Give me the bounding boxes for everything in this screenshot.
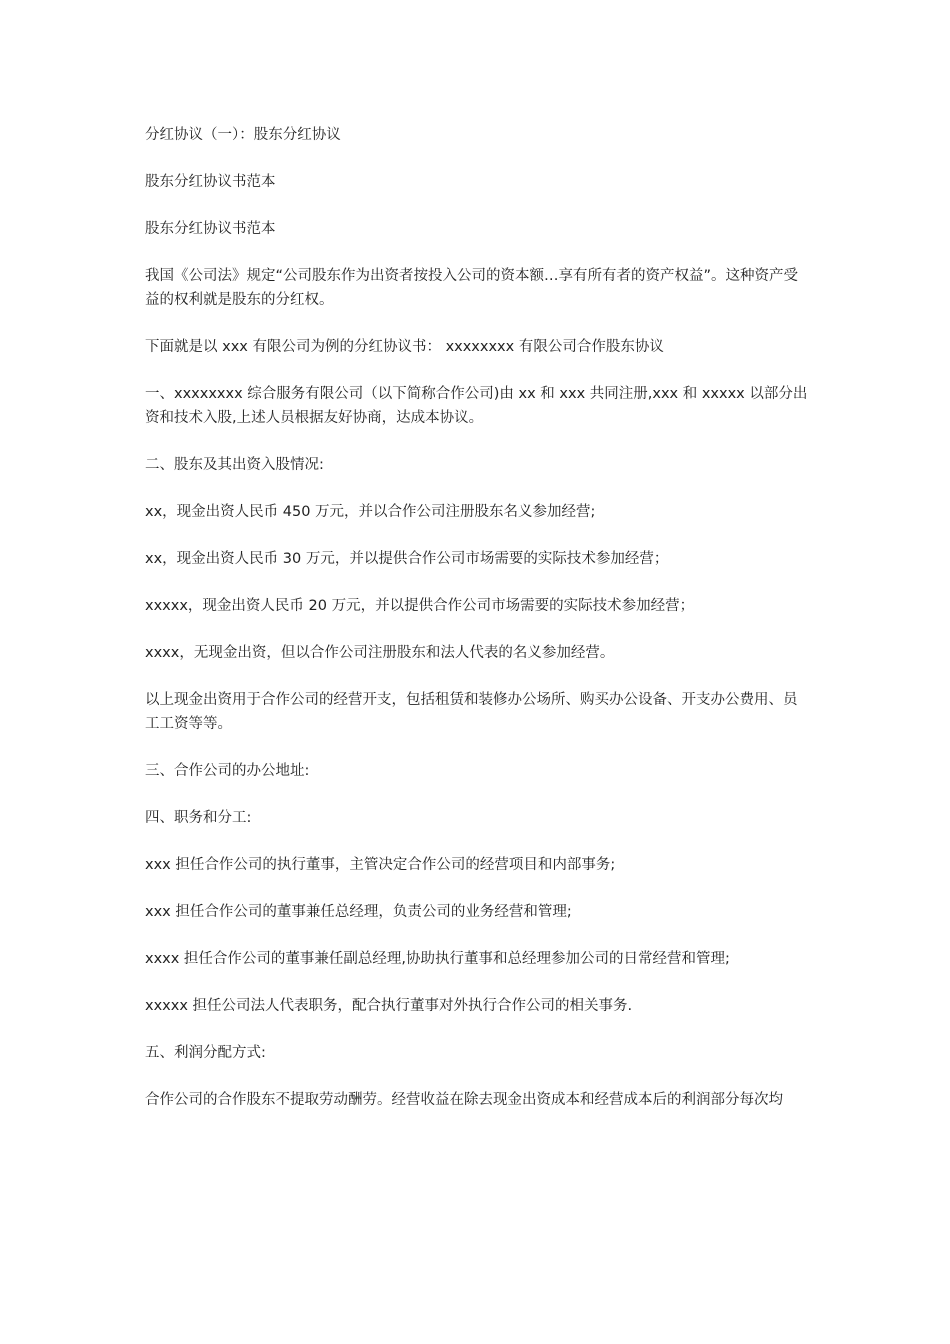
doc-paragraph: xxx 担任合作公司的董事兼任总经理，负责公司的业务经营和管理;: [145, 904, 572, 920]
doc-paragraph: xxxxx 担任公司法人代表职务，配合执行董事对外执行合作公司的相关事务.: [145, 998, 633, 1014]
section-heading: 四、职务和分工:: [145, 810, 252, 826]
doc-paragraph: 以上现金出资用于合作公司的经营开支，包括租赁和装修办公场所、购买办公设备、开支办公费用、员工工资等等。: [145, 692, 798, 732]
doc-subtitle: 股东分红协议书范本: [145, 221, 276, 237]
doc-paragraph: xx，现金出资人民币 30 万元，并以提供合作公司市场需要的实际技术参加经营；: [145, 551, 669, 567]
doc-paragraph: xxx 担任合作公司的执行董事，主管决定合作公司的经营项目和内部事务;: [145, 857, 616, 873]
doc-paragraph: 一、xxxxxxxx 综合服务有限公司（以下简称合作公司)由 xx 和 xxx 共同注册,xxx 和 xxxxx 以部分出资和技术入股,上述人员根据友好协商，达成本协议。: [145, 386, 808, 426]
doc-paragraph: 合作公司的合作股东不提取劳动酬劳。经营收益在除去现金出资成本和经营成本后的利润部分每次均: [145, 1092, 783, 1108]
section-heading: 二、股东及其出资入股情况:: [145, 457, 324, 473]
doc-paragraph: 下面就是以 xxx 有限公司为例的分红协议书： xxxxxxxx 有限公司合作股东协议: [145, 339, 664, 355]
doc-subtitle: 股东分红协议书范本: [145, 174, 276, 190]
doc-paragraph: xxxx 担任合作公司的董事兼任副总经理,协助执行董事和总经理参加公司的日常经营和管理;: [145, 951, 730, 967]
section-heading: 五、利润分配方式:: [145, 1045, 266, 1061]
doc-paragraph: xxxxx，现金出资人民币 20 万元，并以提供合作公司市场需要的实际技术参加经营；: [145, 598, 695, 614]
doc-paragraph: xxxx，无现金出资，但以合作公司注册股东和法人代表的名义参加经营。: [145, 645, 615, 661]
doc-title: 分红协议（一）：股东分红协议: [145, 127, 341, 143]
document-body: [145, 123, 810, 1135]
doc-paragraph: 我国《公司法》规定“公司股东作为出资者按投入公司的资本额…享有所有者的资产权益”。这种资产受益的权利就是股东的分红权。: [145, 268, 799, 308]
doc-paragraph: xx，现金出资人民币 450 万元，并以合作公司注册股东名义参加经营;: [145, 504, 596, 520]
section-heading: 三、合作公司的办公地址:: [145, 763, 310, 779]
